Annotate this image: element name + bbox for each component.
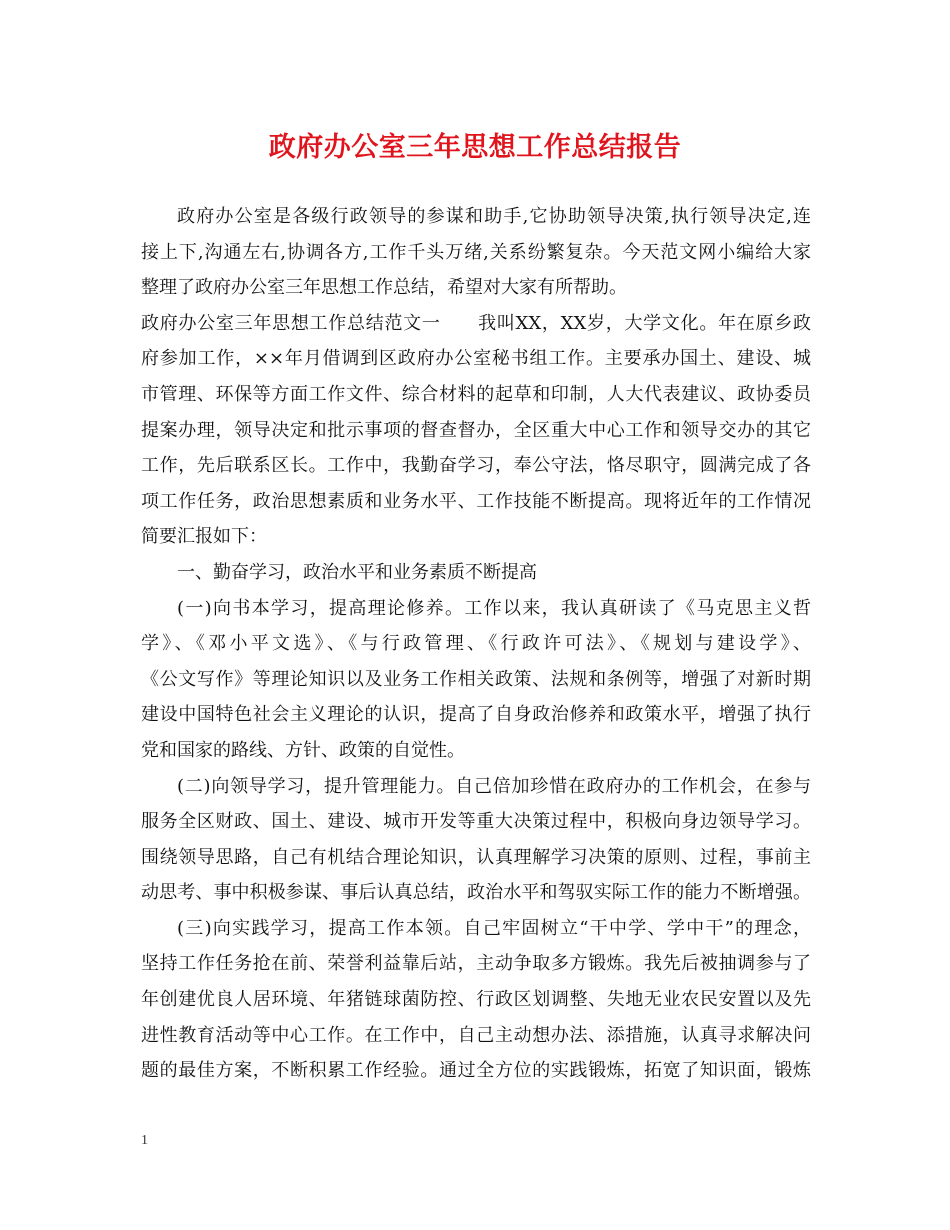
text-line: 政府办公室三年思想工作总结范文一 我叫XX，XX岁，大学文化。年在原乡政 bbox=[141, 312, 811, 334]
text-line: 整理了政府办公室三年思想工作总结，希望对大家有所帮助。 bbox=[141, 277, 627, 299]
text-line: 简要汇报如下： bbox=[141, 526, 267, 548]
text-line: 围绕领导思路，自己有机结合理论知识，认真理解学习决策的原则、过程，事前主 bbox=[141, 846, 811, 868]
text-line: 动思考、事中积极参谋、事后认真总结，政治水平和驾驭实际工作的能力不断增强。 bbox=[141, 882, 811, 904]
document-title: 政府办公室三年思想工作总结报告 bbox=[268, 132, 682, 163]
text-line: 接上下,沟通左右,协调各方,工作千头万绪,关系纷繁复杂。今天范文网小编给大家 bbox=[141, 241, 811, 263]
text-line: 政府办公室是各级行政领导的参谋和助手,它协助领导决策,执行领导决定,连 bbox=[177, 206, 811, 227]
text-line: 党和国家的路线、方针、政策的自觉性。 bbox=[141, 739, 465, 761]
text-line: 坚持工作任务抢在前、荣誉利益靠后站，主动争取多方锻炼。我先后被抽调参与了 bbox=[141, 953, 811, 975]
text-line: 府参加工作，××年月借调到区政府办公室秘书组工作。主要承办国土、建设、城 bbox=[141, 348, 811, 370]
text-line: 工作，先后联系区长。工作中，我勤奋学习，奉公守法，恪尽职守，圆满完成了各 bbox=[141, 455, 811, 477]
text-line: (二)向领导学习，提升管理能力。自己倍加珍惜在政府办的工作机会，在参与 bbox=[177, 775, 811, 797]
text-line: (三)向实践学习，提高工作本领。自己牢固树立“干中学、学中干”的理念， bbox=[177, 917, 811, 939]
text-line: 学》、《邓小平文选》、《与行政管理、《行政许可法》、《规划与建设学》、 bbox=[141, 633, 811, 655]
text-line: 进性教育活动等中心工作。在工作中，自己主动想办法、添措施，认真寻求解决问 bbox=[141, 1024, 811, 1046]
page-number: 1 bbox=[141, 1133, 148, 1148]
document-body bbox=[141, 202, 811, 1092]
text-line: 《公文写作》等理论知识以及业务工作相关政策、法规和条例等，增强了对新时期 bbox=[141, 668, 811, 690]
text-line: 题的最佳方案，不断积累工作经验。通过全方位的实践锻炼，拓宽了知识面，锻炼 bbox=[141, 1060, 811, 1082]
text-line: 年创建优良人居环境、年猪链球菌防控、行政区划调整、失地无业农民安置以及先 bbox=[141, 989, 811, 1011]
section-heading: 一、勤奋学习，政治水平和业务素质不断提高 bbox=[177, 561, 537, 583]
text-line: 提案办理，领导决定和批示事项的督查督办，全区重大中心工作和领导交办的其它 bbox=[141, 419, 811, 441]
text-line: 市管理、环保等方面工作文件、综合材料的起草和印制，人大代表建议、政协委员 bbox=[141, 383, 811, 405]
text-line: 建设中国特色社会主义理论的认识，提高了自身政治修养和政策水平，增强了执行 bbox=[141, 704, 811, 726]
text-line: 项工作任务，政治思想素质和业务水平、工作技能不断提高。现将近年的工作情况 bbox=[141, 490, 811, 512]
text-line: 服务全区财政、国土、建设、城市开发等重大决策过程中，积极向身边领导学习。 bbox=[141, 811, 811, 833]
text-line: (一)向书本学习，提高理论修养。工作以来，我认真研读了《马克思主义哲 bbox=[177, 597, 811, 619]
